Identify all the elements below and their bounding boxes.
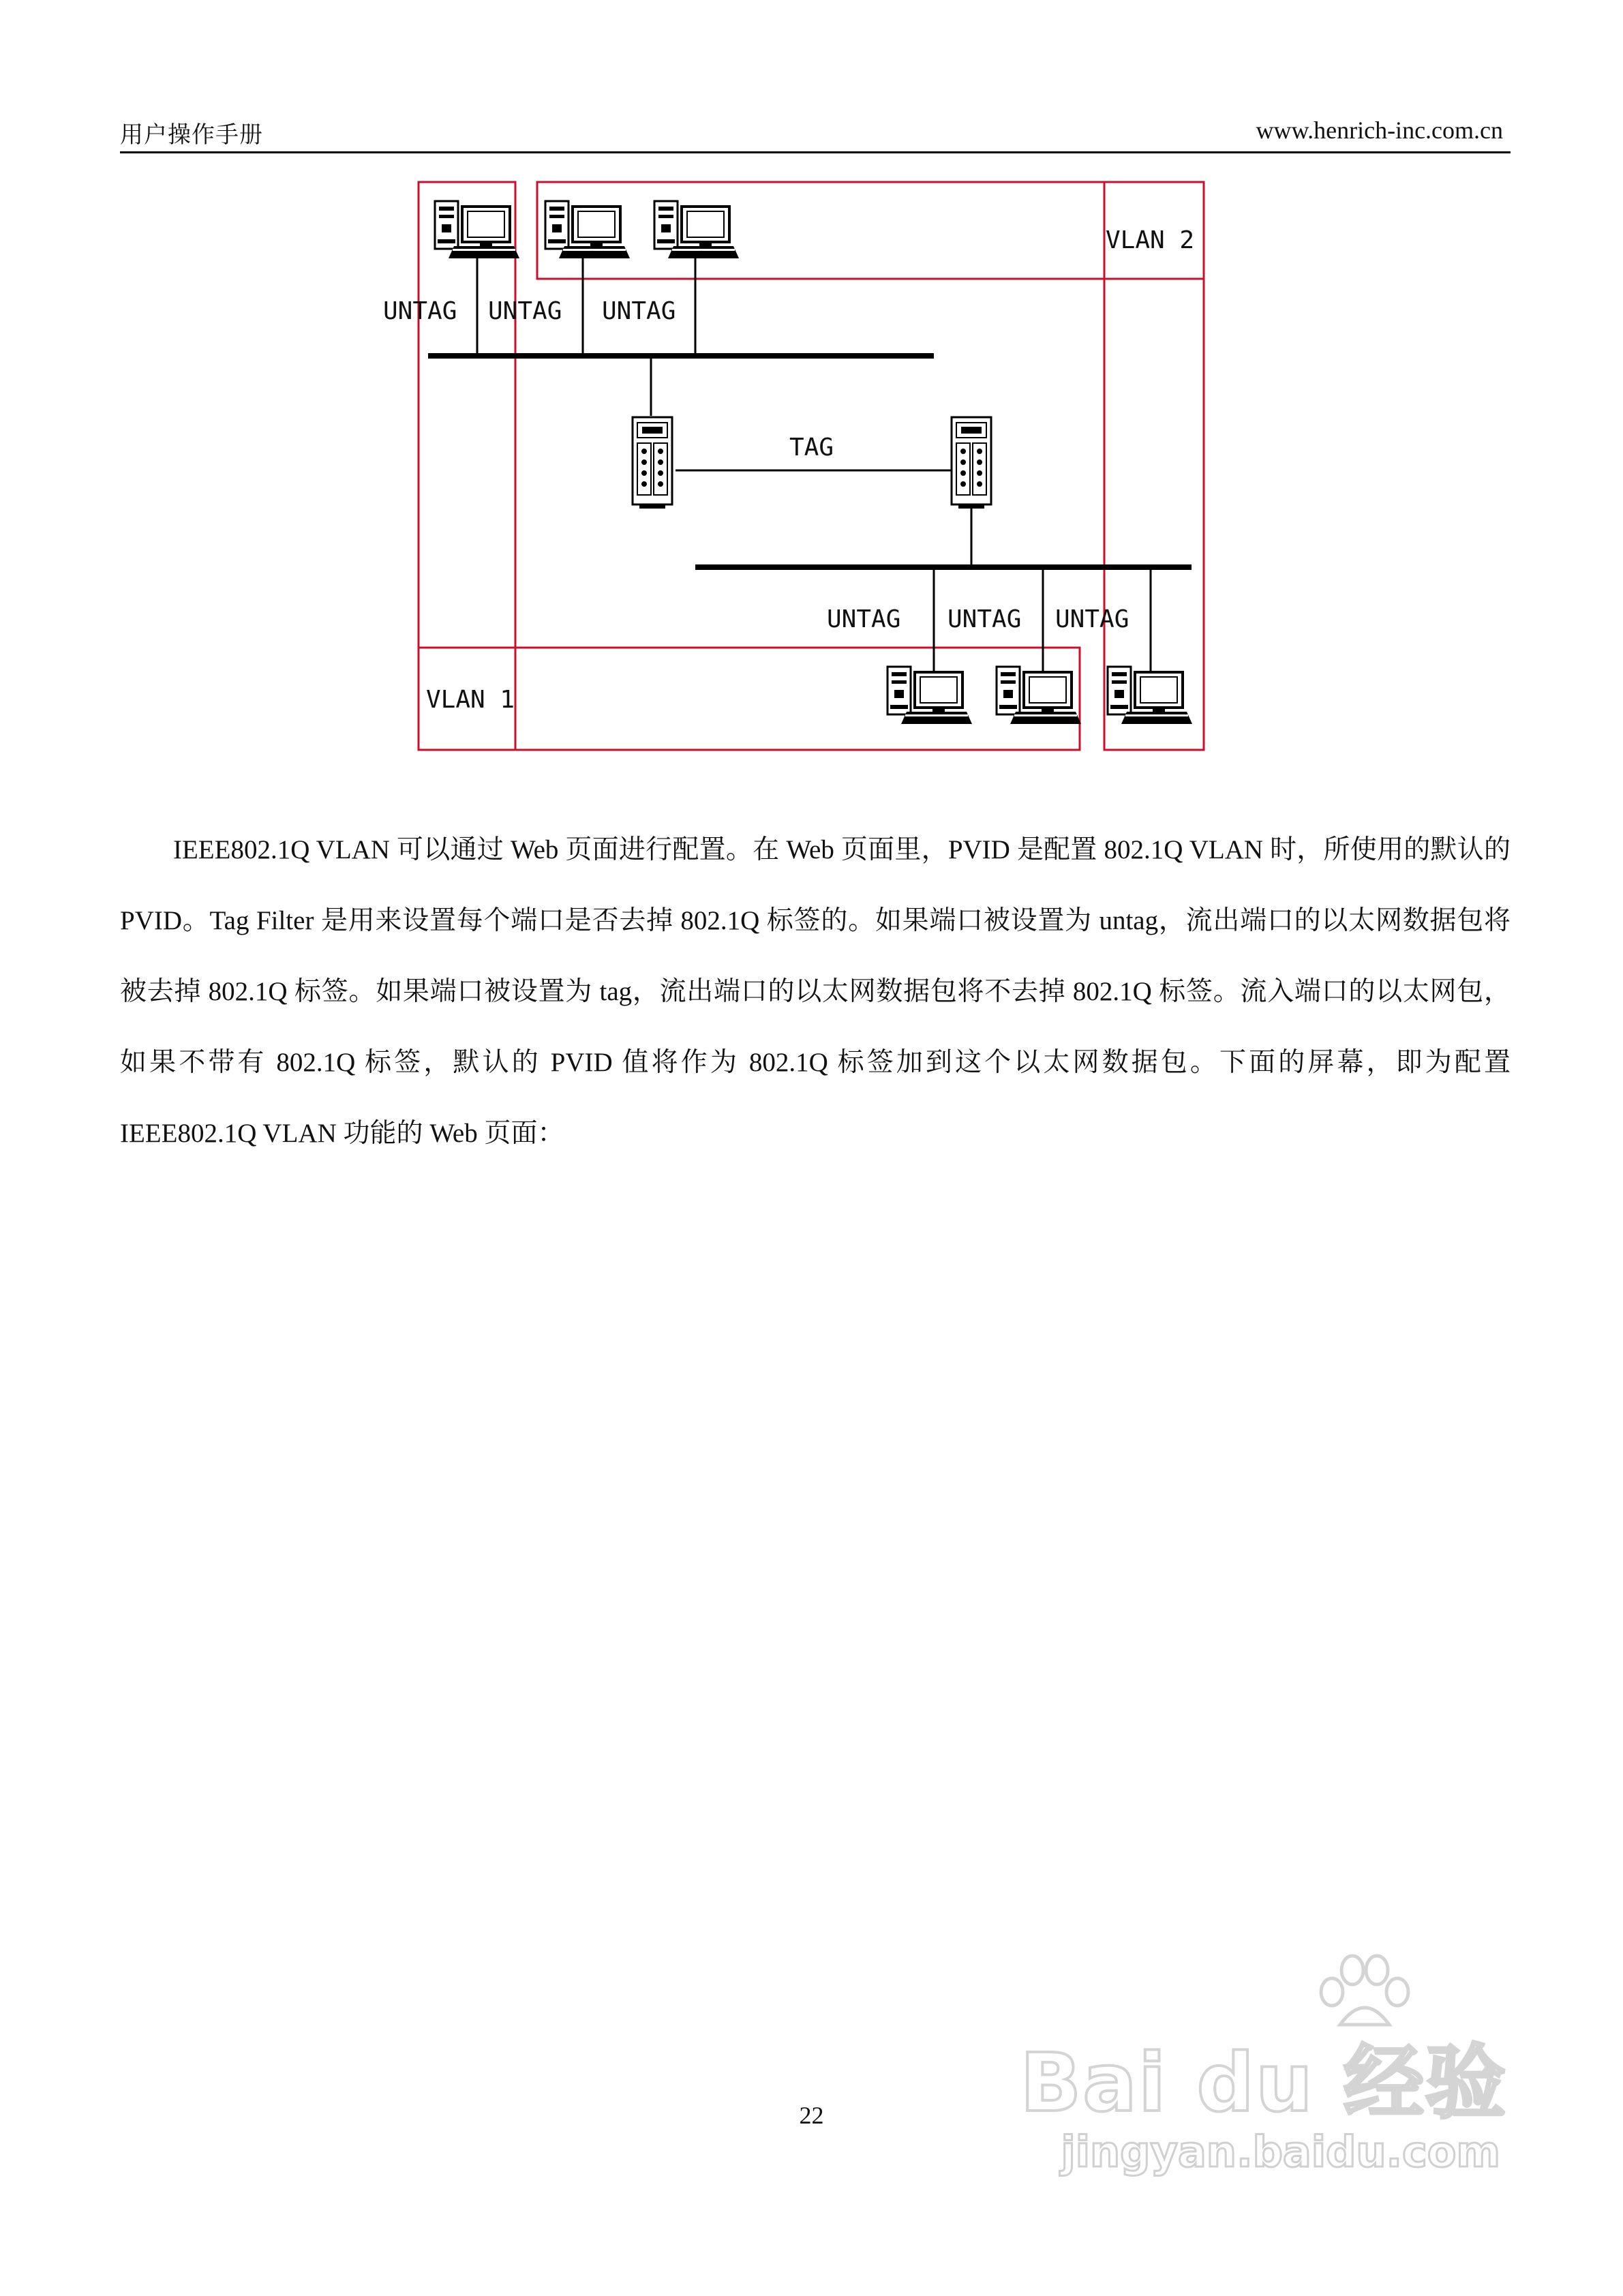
body-text [120,815,1511,1169]
vlan1-region-bottom [419,648,1080,750]
computer-icon [545,201,630,258]
untag-label: UNTAG [602,297,676,325]
page-number: 22 [799,2102,824,2129]
untag-label: UNTAG [488,297,562,325]
vlan1-region-left [419,182,515,750]
watermark-url: jingyan.baidu.com [1061,2127,1500,2177]
header-website: www.henrich-inc.com.cn [1256,117,1503,144]
tag-label: TAG [789,434,834,462]
computer-icon [1108,667,1192,724]
baidu-watermark [1020,1997,1534,2222]
switch-icon [952,417,991,509]
watermark-logo: Bai du 经验 [1020,2036,1507,2130]
computer-icon [654,201,739,258]
switch-icon [633,417,672,509]
untag-label: UNTAG [947,605,1022,633]
computer-icon [435,201,519,258]
top-bus [428,353,934,359]
vlan2-label: VLAN 2 [1106,226,1195,254]
body-paragraph: IEEE802.1Q VLAN 可以通过 Web 页面进行配置。在 Web 页面里，PVID 是配置 802.1Q VLAN 时，所使用的默认的 PVID。Tag Filter 是用来设置每个端口是否去掉 802.1Q 标签的。如果端口被设置为 untag，流出端口的以太网数据包将被去掉 802.1Q 标签。如果端口被设置为 tag，流出端口的以太网数据包将不去掉 802.1Q 标签。流入端口的以太网包，如果不带有 802.1Q 标签，默认的 PVID 值将作为 802.1Q 标签加到这个以太网数据包。下面的屏幕，即为配置 IEEE802.1Q VLAN 功能的 Web 页面： [120,835,1511,1148]
untag-label: UNTAG [1055,605,1129,633]
vlan1-label: VLAN 1 [426,686,515,714]
bottom-bus [695,564,1192,570]
vlan2-region-right [1104,182,1204,750]
computer-icon [997,667,1081,724]
untag-label: UNTAG [383,297,457,325]
document-title: 用户操作手册 [120,121,263,149]
untag-label: UNTAG [827,605,901,633]
computer-icon [888,667,972,724]
vlan-network-diagram [0,0,1623,791]
